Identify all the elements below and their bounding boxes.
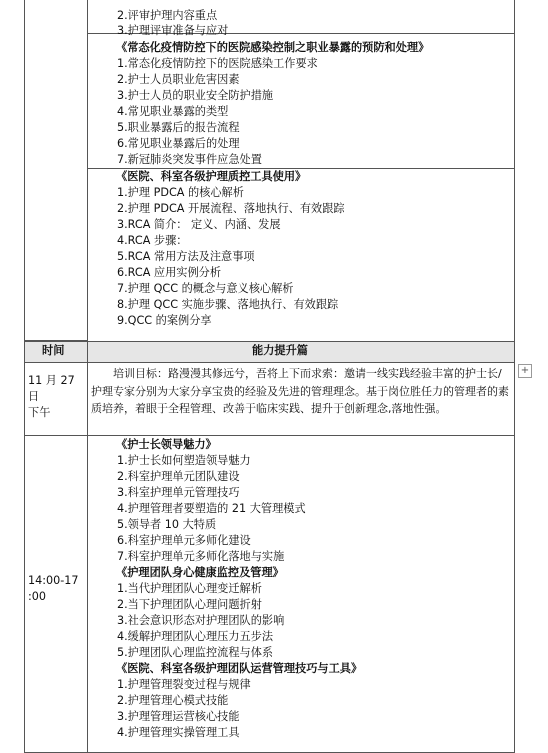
add-row-icon[interactable]: + [518, 364, 532, 378]
list-item: 4.护理管理实操管理工具 [117, 726, 240, 739]
list-item: 7.新冠肺炎突发事件应急处置 [117, 153, 262, 166]
list-item: 3.护士人员的职业安全防护措施 [117, 89, 274, 102]
list-item: 1.护理管理裂变过程与规律 [117, 678, 251, 691]
session1-time-line: 日 [28, 390, 40, 403]
list-item: 2.科室护理单元团队建设 [117, 470, 240, 483]
list-item: 2.护理管理心模式技能 [117, 694, 229, 707]
list-item: 7.科室护理单元多师化落地与实施 [117, 550, 285, 563]
list-item: 6.RCA 应用实例分析 [117, 266, 222, 279]
list-item: 3.护理管理运营核心技能 [117, 710, 240, 723]
list-item: 5.RCA 常用方法及注意事项 [117, 250, 255, 263]
list-item: 5.护理团队心理监控流程与体系 [117, 646, 274, 659]
list-item: 3.社会意识形态对护理团队的影响 [117, 614, 285, 627]
list-item: 6.科室护理单元多师化建设 [117, 534, 251, 547]
list-item: 2.护士人员职业危害因素 [117, 73, 240, 86]
list-item: 1.护理 PDCA 的核心解析 [117, 186, 244, 199]
section-title: 《护士长领导魅力》 [116, 438, 217, 451]
list-item: 1.当代护理团队心理变迁解析 [117, 582, 262, 595]
session2-time-line: 14:00-17 [28, 574, 79, 587]
list-item: 9.QCC 的案例分享 [117, 314, 212, 327]
list-item: 3.科室护理单元管理技巧 [117, 486, 240, 499]
section-title: 《医院、科室各级护理质控工具使用》 [116, 170, 307, 183]
session1-intro: 培训目标：路漫漫其修远兮，吾将上下而求索：邀请一线实践经验丰富的护士长/护理专家分别为大家分享宝贵的经验及先进的管理理念。基于岗位胜任力的管理者的素质培养，着眼于全程管理、改善于临床实践、提升于创新理念,落地性强。 [91, 367, 509, 415]
list-item: 6.常见职业暴露后的处理 [117, 137, 240, 150]
session1-time-line: 下午 [28, 406, 51, 419]
list-item: 1.护士长如何塑造领导魅力 [117, 454, 251, 467]
section-title: 《医院、科室各级护理团队运营管理技巧与工具》 [116, 662, 363, 675]
list-item: 4.常见职业暴露的类型 [117, 105, 229, 118]
list-item: 7.护理 QCC 的概念与意义核心解析 [117, 282, 294, 295]
list-item: 5.职业暴露后的报告流程 [117, 121, 240, 134]
section-title: 《常态化疫情防控下的医院感染控制之职业暴露的预防和处理》 [116, 41, 430, 54]
list-item: 2.评审护理内容重点 [117, 9, 218, 22]
list-item: 1.常态化疫情防控下的医院感染工作要求 [117, 57, 318, 70]
list-item: 3.护理评审准备与应对 [117, 24, 229, 37]
list-item: 2.护理 PDCA 开展流程、落地执行、有效跟踪 [117, 202, 345, 215]
time-cell-top [24, 0, 88, 341]
list-item: 3.RCA 简介： 定义、内涵、发展 [117, 218, 281, 231]
list-item: 4.护理管理者要塑造的 21 大管理模式 [117, 502, 306, 515]
session2-time-line: :00 [28, 590, 47, 603]
list-item: 4.RCA 步骤： [117, 234, 188, 247]
session1-time-line: 11 月 27 [28, 374, 75, 387]
header-section: 能力提升篇 [252, 344, 308, 357]
list-item: 5.领导者 10 大特质 [117, 518, 217, 531]
list-item: 2.当下护理团队心理问题折射 [117, 598, 262, 611]
list-item: 8.护理 QCC 实施步骤、落地执行、有效跟踪 [117, 298, 339, 311]
header-time: 时间 [42, 344, 65, 357]
list-item: 4.缓解护理团队心理压力五步法 [117, 630, 274, 643]
section-title: 《护理团队身心健康监控及管理》 [116, 566, 284, 579]
